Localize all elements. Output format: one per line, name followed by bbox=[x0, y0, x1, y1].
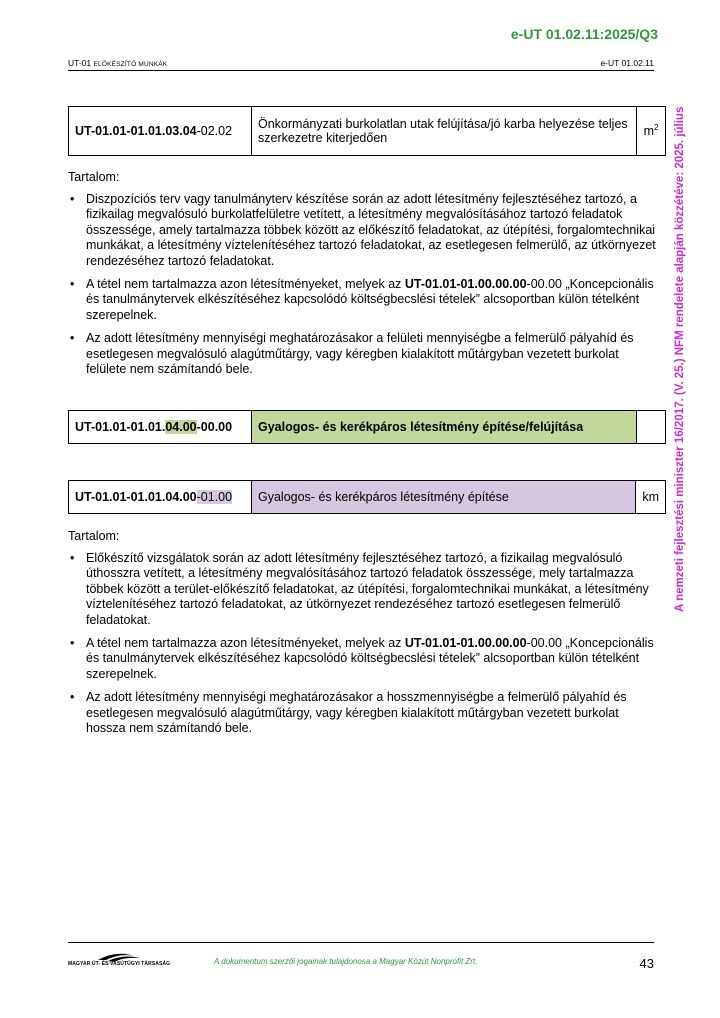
document-code: e-UT 01.02.11:2025/Q3 bbox=[510, 26, 658, 42]
item-unit bbox=[637, 411, 666, 444]
header-title: ELŐKÉSZÍTŐ MUNKÁK bbox=[93, 61, 168, 68]
item-unit: km bbox=[636, 481, 666, 514]
item-code: UT-01.01-01.01.03.04-02.02 bbox=[69, 107, 252, 156]
item-table-1 bbox=[68, 106, 666, 156]
header-section-title bbox=[68, 58, 167, 68]
item-code: UT-01.01-01.01.04.00-00.00 bbox=[69, 411, 252, 444]
list-item: • A tétel nem tartalmazza azon létesítményeket, melyek az UT-01.01-01.00.00.00-00.00 „Koncepcionális és tanulmánytervek elkészítéséhez kapcsolódó költségbecslési tételek” alcsoportban külön tételként szerepelnek. bbox=[68, 636, 658, 682]
item-title: Önkormányzati burkolatlan utak felújítása/jó karba helyezése teljes szerkezetre kiterjedően bbox=[252, 107, 637, 156]
item-title: Gyalogos- és kerékpáros létesítmény építése/felújítása bbox=[252, 411, 637, 444]
header-prefix: UT-01 bbox=[68, 58, 94, 68]
content-label: Tartalom: bbox=[68, 170, 120, 184]
logo-text: MAGYAR ÚT- ÉS VASÚTÜGYI TÁRSASÁG bbox=[68, 961, 171, 967]
side-publication-note: A nemzeti fejlesztési miniszter 16/2017. (V. 25.) NFM rendelete alapján közzétéve: 2025. július bbox=[674, 106, 686, 612]
list-item: • Az adott létesítmény mennyiségi meghatározásakor a hosszmennyiségbe a felmerülő pályahíd és esetlegesen megvalósuló alagútműtárgy, vagy kéregben kialakított műtárgyban vezetett burkolat hossza nem számítandó bele. bbox=[68, 690, 658, 736]
copyright-notice: A dokumentum szerzői jogainak tulajdonosa a Magyar Közút Nonprofit Zrt. bbox=[214, 957, 478, 966]
item-table-3 bbox=[68, 480, 666, 514]
item-code: UT-01.01-01.01.04.00-01.00 bbox=[69, 481, 252, 514]
list-item: • Az adott létesítmény mennyiségi meghatározásakor a felületi mennyiségbe a felmerülő pályahíd és esetlegesen megvalósuló alagútműtárgy, vagy kéregben kialakított műtárgyban vezetett burkolat felülete nem számítandó bele. bbox=[68, 331, 658, 377]
list-item: • Előkészítő vizsgálatok során az adott létesítmény fejlesztéséhez tartozó, a fizikailag megvalósuló úthosszra vetített, a létesítmény megvalósításához tartozó feladatok összessége, mely tartalmazza többek között a terület-előkészítő feladatokat, az útépítési, forgalomtechnikai munkákat, a létesítmény víztelenítéséhez tartozó feladatokat, az útkörnyezet rendezéséhez tartozó esetlegesen felmerülő feladatokat. bbox=[68, 551, 658, 628]
list-item: • Diszpozíciós terv vagy tanulmányterv készítése során az adott létesítmény fejlesztéséhez tartozó, a fizikailag megvalósuló burkolatfelületre vetített, a létesítmény megvalósításához tartozó feladatok összessége, amely tartalmazza többek között az előkészítő feladatokat, az útépítési, forgalomtechnikai munkákat, a létesítmény víztelenítéséhez tartozó feladatokat, az esetlegesen felmerülő, az útkörnyezet rendezéséhez tartozó feladatokat. bbox=[68, 192, 658, 269]
bullet-list-2 bbox=[68, 551, 658, 744]
item-unit: $m^2$ bbox=[637, 107, 666, 156]
footer-divider bbox=[68, 942, 654, 943]
header-divider bbox=[68, 70, 654, 71]
content-label: Tartalom: bbox=[68, 529, 120, 543]
item-title: Gyalogos- és kerékpáros létesítmény építése bbox=[252, 481, 636, 514]
header-standard-code: e-UT 01.02.11 bbox=[600, 58, 654, 68]
item-table-2 bbox=[68, 410, 666, 444]
list-item: • A tétel nem tartalmazza azon létesítményeket, melyek az UT-01.01-01.00.00.00-00.00 „Koncepcionális és tanulmánytervek elkészítéséhez kapcsolódó költségbecslési tételek” alcsoportban külön tételként szerepelnek. bbox=[68, 277, 658, 323]
page-number: 43 bbox=[639, 956, 654, 971]
company-logo-icon bbox=[68, 948, 171, 972]
bullet-list-1 bbox=[68, 192, 658, 385]
